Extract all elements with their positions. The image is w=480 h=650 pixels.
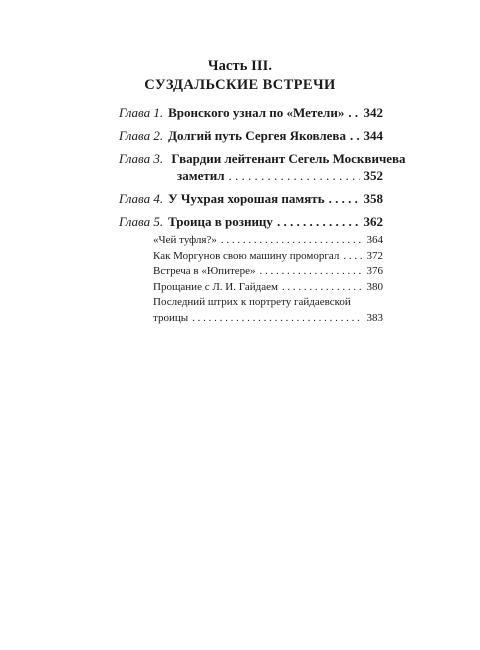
dot-leader — [277, 210, 360, 233]
part-title: СУЗДАЛЬСКИЕ ВСТРЕЧИ — [144, 77, 336, 93]
table-of-contents — [119, 101, 406, 326]
toc-chapter-4 — [119, 187, 383, 210]
subsection-title: Встреча в «Юпитере» — [153, 265, 256, 277]
dot-leader — [192, 311, 362, 327]
toc-subsection-2 — [153, 249, 383, 265]
subsection-title-continued: троицы — [153, 311, 189, 324]
dot-leader — [343, 249, 362, 265]
chapter-title: Вронского узнал по «Метели» — [168, 105, 345, 120]
toc-chapter-1 — [119, 101, 383, 124]
dot-leader — [260, 264, 363, 280]
dot-leader — [329, 187, 360, 210]
toc-chapter-3 — [119, 147, 406, 187]
toc-subsection-1 — [153, 233, 383, 249]
toc-subsection-4 — [153, 280, 383, 296]
subsection-title: «Чей туфля?» — [153, 234, 217, 246]
chapter-title: Гвардии лейтенант Сегель Москвичева — [171, 151, 406, 166]
part-number: Часть III. — [207, 58, 273, 74]
dot-leader — [350, 124, 360, 147]
chapter-title: Троица в розницу — [168, 214, 273, 229]
dot-leader — [221, 233, 363, 249]
page-number: 376 — [366, 265, 383, 277]
dot-leader — [229, 167, 360, 184]
subsection-list — [119, 233, 383, 326]
page-number: 383 — [366, 311, 383, 324]
dot-leader — [348, 101, 359, 124]
toc-subsection-3 — [153, 264, 383, 280]
dot-leader — [282, 280, 363, 296]
page-number: 358 — [363, 191, 383, 206]
toc-subsection-5 — [153, 295, 383, 326]
toc-chapter-2 — [119, 124, 383, 147]
page-number: 344 — [363, 128, 383, 143]
chapter-title-continued: заметил — [177, 168, 225, 183]
chapter-label: Глава 4. — [119, 191, 164, 206]
page-number: 380 — [366, 280, 383, 293]
chapter-label: Глава 1. — [119, 105, 164, 120]
chapter-title: У Чухрая хорошая память — [168, 191, 325, 206]
page-number: 362 — [363, 214, 383, 229]
subsection-title: Прощание с Л. И. Гайдаем — [153, 280, 278, 293]
chapter-title: Долгий путь Сергея Яковлева — [168, 128, 346, 143]
chapter-label: Глава 2. — [119, 128, 164, 143]
page-number: 372 — [366, 249, 383, 262]
page-number: 364 — [366, 234, 383, 246]
page-number: 352 — [363, 168, 383, 183]
page-number: 342 — [363, 105, 383, 120]
chapter-label: Глава 3. — [119, 151, 164, 166]
subsection-title: Как Моргунов свою машину проморгал — [153, 249, 340, 262]
toc-chapter-5 — [119, 210, 383, 233]
subsection-title: Последний штрих к портрету гайдаевской — [153, 296, 351, 308]
chapter-label: Глава 5. — [119, 214, 164, 229]
